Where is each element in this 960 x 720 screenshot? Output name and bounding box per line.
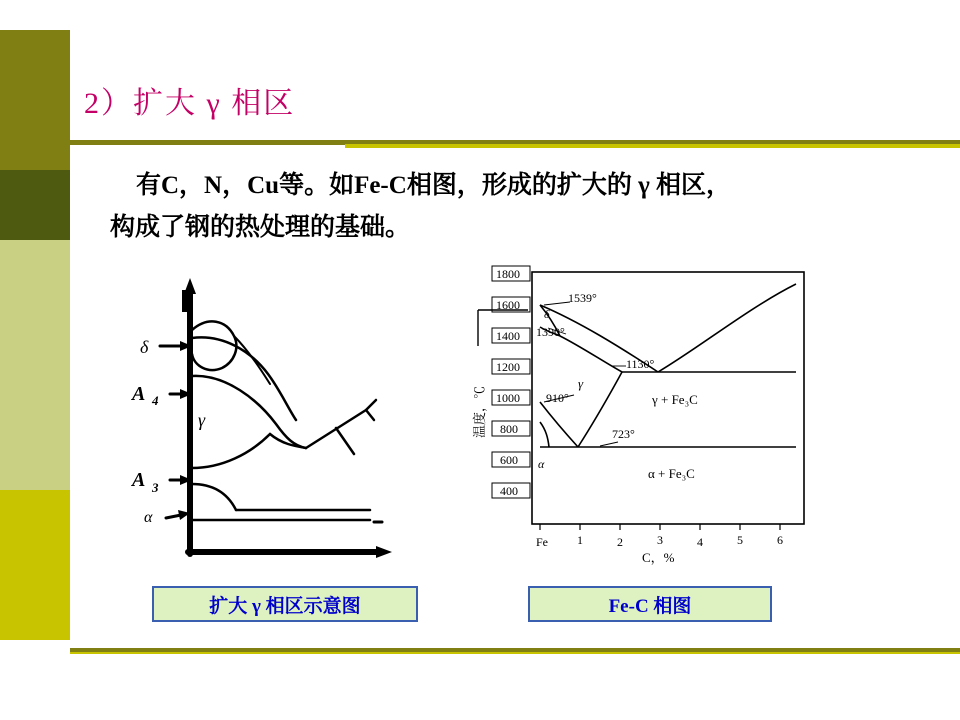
annotation-1539: 1539° xyxy=(568,291,597,305)
label-gamma: γ xyxy=(198,410,206,430)
caption-left: 扩大 γ 相区示意图 xyxy=(152,586,418,622)
annotation-delta: δ xyxy=(544,307,550,321)
ytick-800: 800 xyxy=(500,422,518,436)
ytick-600: 600 xyxy=(500,453,518,467)
xtick-5: 5 xyxy=(737,533,743,547)
label-alpha: α xyxy=(144,509,153,526)
body-line-1-text: 有C，N，Cu等。如Fe-C相图，形成的扩大的 γ 相区， xyxy=(136,172,732,199)
xtick-3: 3 xyxy=(657,533,663,547)
xtick-4: 4 xyxy=(697,535,703,549)
annotation-gamma-fe3c: γ + Fe₃C xyxy=(652,392,698,407)
band-notch xyxy=(0,0,26,30)
figure-gamma-region-schematic xyxy=(130,268,410,568)
band-segment-pale-olive xyxy=(0,240,70,490)
x-axis-title: C，% xyxy=(642,550,675,565)
title-divider-accent xyxy=(345,144,960,148)
annotation-alpha: α xyxy=(538,457,545,471)
y-axis-title: 温度，℃ xyxy=(472,385,487,439)
ytick-1600: 1600 xyxy=(496,298,520,312)
band-segment-yellow xyxy=(0,490,70,640)
xtick-1: 1 xyxy=(577,533,583,547)
annotation-1390: 1390° xyxy=(536,325,565,339)
band-segment-olive xyxy=(0,30,70,170)
band-segment-white-bottom xyxy=(0,640,70,720)
annotation-910: 910° xyxy=(546,391,569,405)
body-line-2: 构成了钢的热处理的基础。 xyxy=(110,214,411,241)
ytick-400: 400 xyxy=(500,484,518,498)
ytick-1800: 1800 xyxy=(496,267,520,281)
ytick-1200: 1200 xyxy=(496,360,520,374)
label-a4: A xyxy=(132,383,146,405)
ytick-1400: 1400 xyxy=(496,329,520,343)
xtick-fe: Fe xyxy=(536,535,548,549)
caption-right: Fe-C 相图 xyxy=(528,586,772,622)
label-a3: A xyxy=(132,469,146,491)
band-segment-dark-olive xyxy=(0,170,70,240)
label-a4-sub: 4 xyxy=(152,393,159,408)
xtick-6: 6 xyxy=(777,533,783,547)
label-delta: δ xyxy=(140,337,149,357)
annotation-1130: 1130° xyxy=(626,357,655,371)
ytick-1000: 1000 xyxy=(496,391,520,405)
left-decorative-band xyxy=(0,0,70,720)
label-a3-sub: 3 xyxy=(152,480,159,495)
annotation-723: 723° xyxy=(612,427,635,441)
figure-fe-c-phase-diagram xyxy=(470,262,830,574)
annotation-alpha-fe3c: α + Fe₃C xyxy=(648,466,695,481)
bottom-divider-accent xyxy=(70,652,960,654)
annotation-gamma: γ xyxy=(578,376,584,391)
body-line-1 xyxy=(110,165,900,207)
page-title: 2）扩大 γ 相区 xyxy=(84,87,296,120)
body-text xyxy=(110,165,900,249)
xtick-2: 2 xyxy=(617,535,623,549)
